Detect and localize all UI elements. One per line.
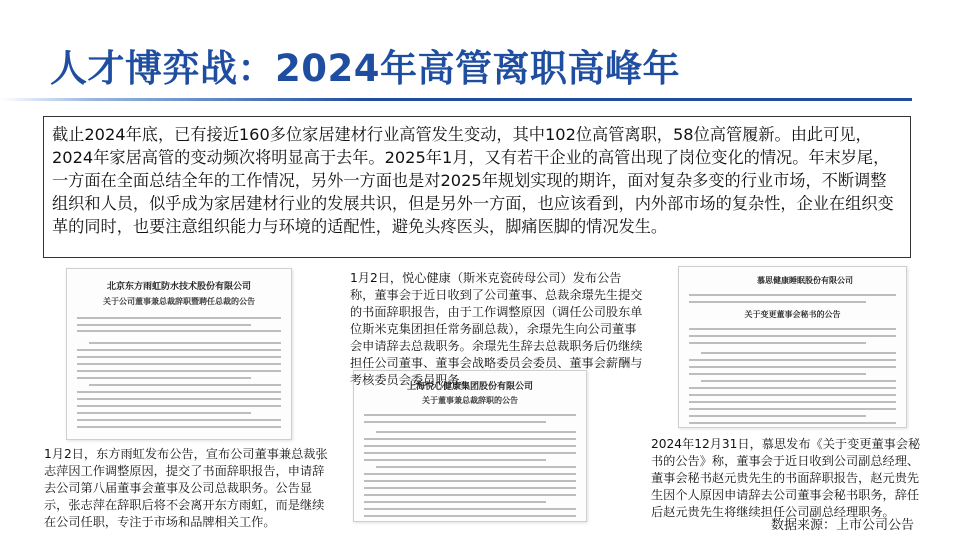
data-source-note: 数据来源：上市公司公告 [770, 518, 914, 533]
page-title: 人才博弈战：2024年高管离职高峰年 [50, 47, 680, 90]
caption-derucci: 2024年12月31日，慕思发布《关于变更董事会秘书的公告》称，董事会于近日收到公司副总经理、董事会秘书赵元贵先生的书面辞职报告，赵元贵先生因个人原因申请辞去公司董事会秘书职务，辞任后赵元贵先生将继续担任公司副总经理职务。 [651, 437, 921, 519]
doc-notice-title: 关于公司董事兼总裁辞职暨聘任总裁的公告 [103, 297, 255, 306]
doc-company-name: 北京东方雨虹防水技术股份有限公司 [106, 282, 251, 292]
caption-oriental-yuhong: 1月2日，东方雨虹发布公告，宣布公司董事兼总裁张志萍因工作调整原因，提交了书面辞职报告，申请辞去公司第八届董事会董事及公司总裁职务。公告显示，张志萍在辞职后将不会离开东方雨虹，而是继续在公司任职，专注于市场和品牌相关工作。 [44, 447, 328, 529]
caption-yuexin-health: 1月2日，悦心健康（斯米克瓷砖母公司）发布公告称，董事会于近日收到了公司董事、总裁余璟先生提交的书面辞职报告，由于工作调整原因（调任公司股东单位斯米克集团担任常务副总裁），余璟先生向公司董事会申请辞去总裁职务。余璟先生辞去总裁职务后仍继续担任公司董事、董事会战略委员会委员、董事会薪酬与考核委员会委员职务。 [350, 271, 643, 387]
announcement-image-derucci [678, 266, 907, 428]
doc-notice-title: 关于董事兼总裁辞职的公告 [422, 396, 518, 405]
summary-box: 截止2024年底，已有接近160多位家居建材行业高管发生变动，其中102位高管离职，58位高管履新。由此可见，2024年家居高管的变动频次将明显高于去年。2025年1月，又有若干企业的高管出现了岗位变化的情况。年末岁尾，一方面在全面总结全年的工作情况，另外一方面也是对2025年规划实现的期许，面对复杂多变的行业市场，不断调整组织和人员，似乎成为家居建材行业的发展共识，但是另外一方面，也应该看到，内外部市场的复杂性，企业在组织变革的同时，也要注意组织能力与环境的适配性，避免头疼医头，脚痛医脚的情况发生。 [43, 116, 911, 258]
doc-company-name: 慕思健康睡眠股份有限公司 [757, 276, 853, 285]
title-divider [0, 98, 912, 101]
announcement-image-yuexin-health [353, 370, 587, 522]
announcement-image-oriental-yuhong [66, 268, 292, 440]
doc-company-name: 上海悦心健康集团股份有限公司 [406, 382, 533, 392]
doc-notice-title: 关于变更董事会秘书的公告 [744, 310, 841, 319]
